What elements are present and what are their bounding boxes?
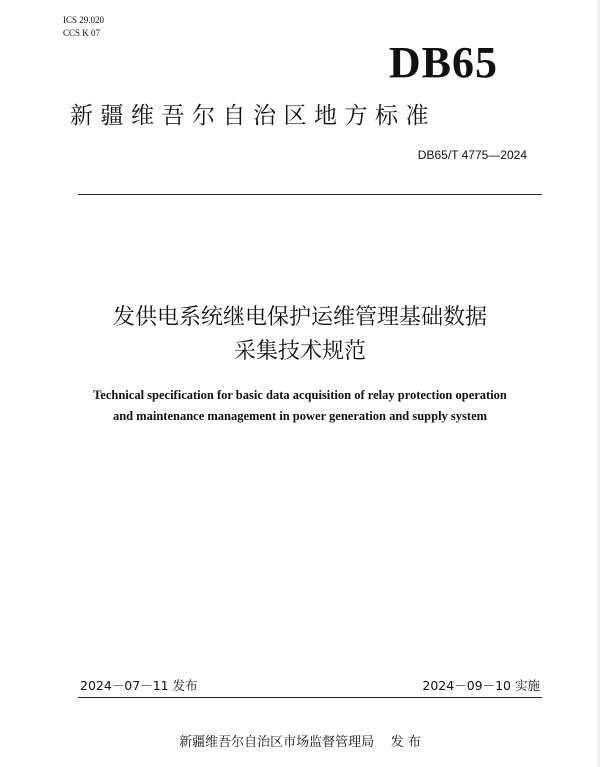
- standard-type: 新疆维吾尔自治区地方标准: [70, 103, 436, 129]
- ics-code: ICS 29.020: [63, 15, 105, 25]
- standard-code: DB65: [388, 38, 498, 87]
- footer-divider: [78, 697, 542, 698]
- title-en-line2: and maintenance management in power generation and supply system: [112, 409, 488, 423]
- implement-date: 2024－09－10 实施: [422, 678, 540, 693]
- title-en-line1: Technical specification for basic data acquisition of relay protection operation: [93, 388, 507, 402]
- ccs-code: CCS K 07: [63, 28, 101, 38]
- title-cn-line1: 发供电系统继电保护运维管理基础数据: [112, 305, 487, 330]
- title-english: [0, 385, 600, 427]
- issue-date: 2024－07－11 发布: [80, 678, 198, 693]
- classification-codes: [63, 14, 104, 40]
- header-divider: [78, 194, 542, 195]
- title-chinese: [0, 301, 600, 369]
- standard-number: DB65/T 4775—2024: [417, 148, 527, 162]
- scan-edge-shadow: [594, 0, 600, 767]
- issuing-authority: 新疆维吾尔自治区市场监督管理局 发 布: [179, 735, 421, 750]
- title-cn-line2: 采集技术规范: [233, 339, 366, 364]
